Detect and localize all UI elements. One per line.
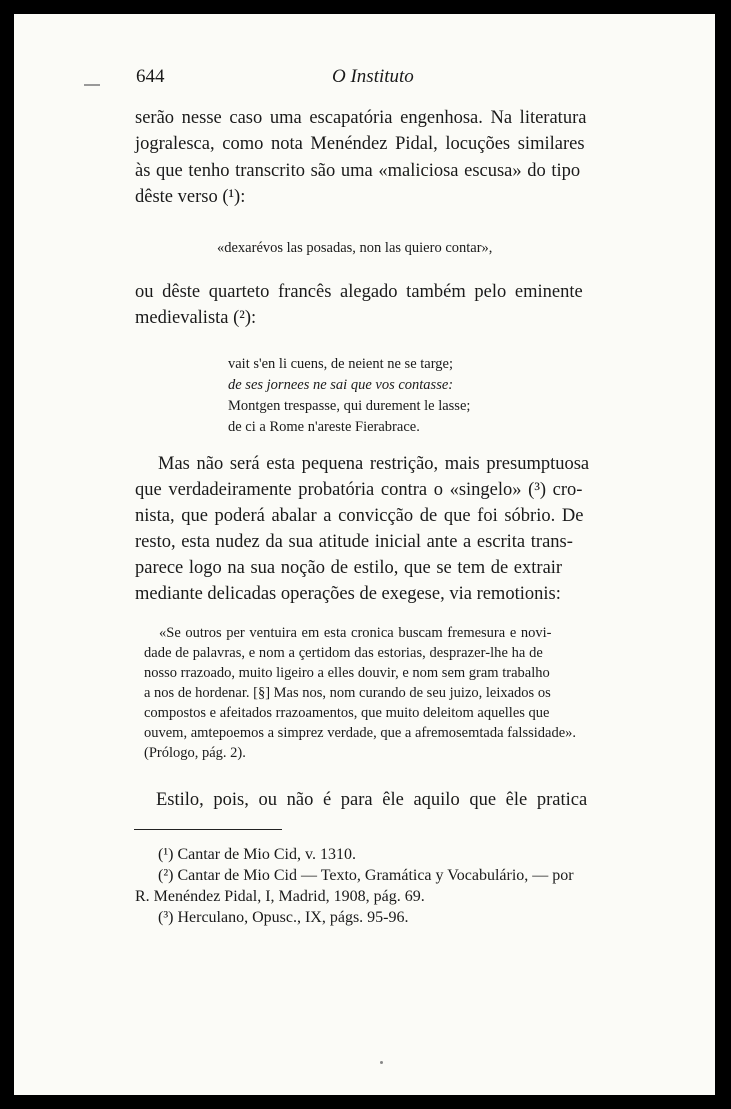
paragraph-line: ou dêste quarteto francês alegado também pelo eminente bbox=[135, 282, 583, 302]
quoted-prose-line: (Prólogo, pág. 2). bbox=[144, 745, 246, 761]
running-title: O Instituto bbox=[332, 66, 414, 87]
paragraph-line: dêste verso (¹): bbox=[135, 187, 246, 207]
quoted-prose-line: «Se outros per ventuira em esta cronica buscam fremesura e novi- bbox=[159, 625, 552, 641]
paragraph-line: nista, que poderá abalar a convicção de que foi sóbrio. De bbox=[135, 506, 584, 526]
quoted-verse: «dexarévos las posadas, non las quiero contar», bbox=[217, 240, 493, 256]
verse-line: de ci a Rome n'areste Fierabrace. bbox=[228, 419, 420, 435]
quoted-prose-line: dade de palavras, e nom a çertidom das estorias, desprazer-lhe ha de bbox=[144, 645, 543, 661]
verse-line: de ses jornees ne sai que vos contasse: bbox=[228, 377, 454, 393]
page-number: 644 bbox=[136, 66, 165, 87]
paragraph-line: jogralesca, como nota Menéndez Pidal, locuções similares bbox=[135, 134, 585, 154]
paragraph-line: que verdadeiramente probatória contra o «singelo» (³) cro- bbox=[135, 480, 583, 500]
paragraph-line: às que tenho transcrito são uma «maliciosa escusa» do tipo bbox=[135, 161, 581, 181]
paragraph-line: mediante delicadas operações de exegese, via remotionis: bbox=[135, 584, 561, 604]
footnote-rule bbox=[134, 829, 282, 830]
quoted-prose-line: compostos e afeitados rrazoamentos, que muito deleitom aquelles que bbox=[144, 705, 550, 721]
quoted-prose-line: nosso rrazoado, muito ligeiro a elles douvir, e nom sem gram trabalho bbox=[144, 665, 550, 681]
footnote: R. Menéndez Pidal, I, Madrid, 1908, pág. 69. bbox=[135, 888, 425, 905]
footnote: (¹) Cantar de Mio Cid, v. 1310. bbox=[158, 846, 356, 863]
footnote: (²) Cantar de Mio Cid — Texto, Gramática y Vocabulário, — por bbox=[158, 867, 574, 884]
paragraph-line: medievalista (²): bbox=[135, 308, 257, 328]
paragraph-line: Mas não será esta pequena restrição, mais presumptuosa bbox=[158, 454, 590, 474]
footnote: (³) Herculano, Opusc., IX, págs. 95-96. bbox=[158, 909, 409, 926]
paragraph-line: Estilo, pois, ou não é para êle aquilo que êle pratica bbox=[156, 790, 588, 810]
paragraph-line: resto, esta nudez da sua atitude inicial ante a escrita trans- bbox=[135, 532, 573, 552]
quoted-prose-line: a nos de hordenar. [§] Mas nos, nom curando de seu juizo, leixados os bbox=[144, 685, 551, 701]
margin-mark bbox=[84, 84, 100, 86]
book-page bbox=[14, 14, 715, 1095]
quoted-prose-line: ouvem, amtepoemos a simprez verdade, que a afremosemtada falssidade». bbox=[144, 725, 577, 741]
verse-line: Montgen trespasse, qui durement le lasse; bbox=[228, 398, 471, 414]
ink-speck bbox=[380, 1061, 383, 1064]
paragraph-line: serão nesse caso uma escapatória engenhosa. Na literatura bbox=[135, 108, 587, 128]
verse-line: vait s'en li cuens, de neient ne se targe; bbox=[228, 356, 454, 372]
paragraph-line: parece logo na sua noção de estilo, que se tem de extrair bbox=[135, 558, 563, 578]
